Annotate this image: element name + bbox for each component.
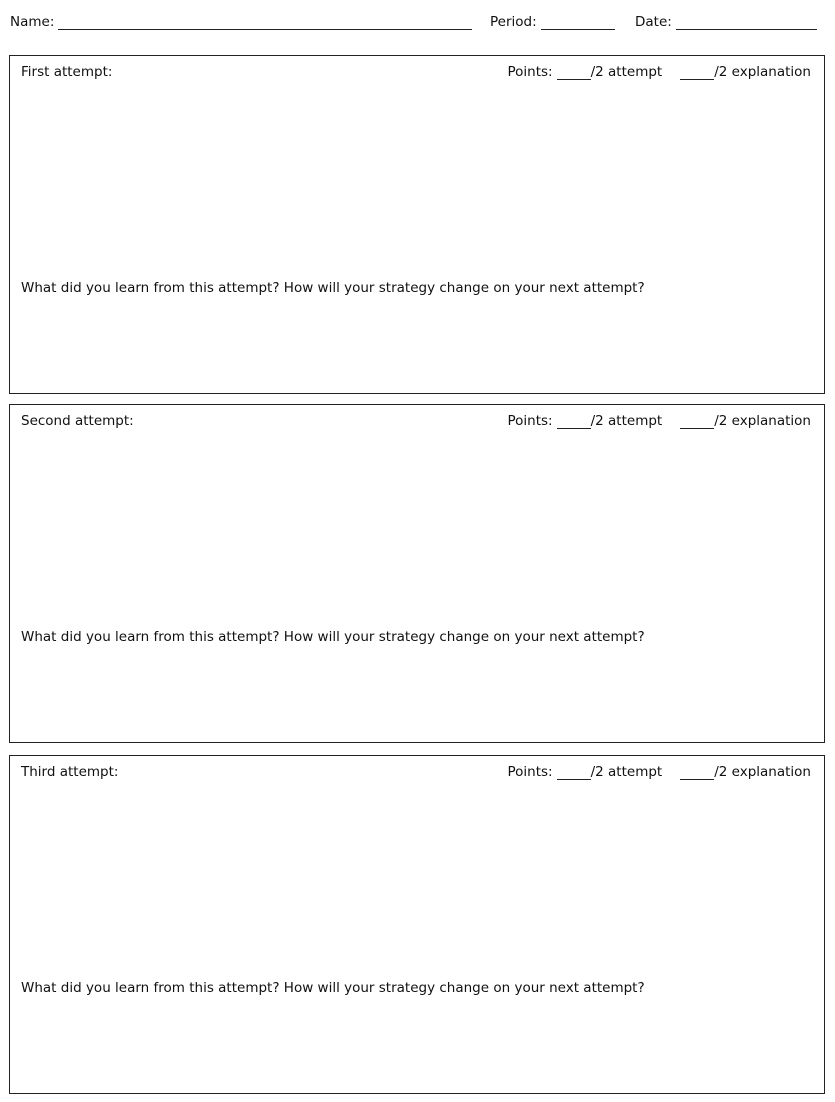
points-scoring: [508, 413, 812, 429]
explanation-points-blank[interactable]: [680, 414, 714, 429]
attempt-title: Third attempt:: [21, 764, 119, 780]
second-attempt-box[interactable]: [9, 404, 825, 743]
attempt-points-blank[interactable]: [557, 65, 591, 80]
worksheet-header: [10, 14, 821, 34]
reflection-question: What did you learn from this attempt? How will your strategy change on your next attempt?: [21, 629, 645, 645]
explanation-points-blank[interactable]: [680, 65, 714, 80]
attempt-points-blank[interactable]: [557, 765, 591, 780]
attempt-title: Second attempt:: [21, 413, 134, 429]
date-field: [635, 14, 817, 30]
points-label: Points:: [507, 64, 553, 80]
name-field: [10, 14, 472, 30]
first-attempt-box[interactable]: [9, 55, 825, 394]
period-field: [490, 14, 615, 30]
attempt-points-blank[interactable]: [557, 414, 591, 429]
name-blank[interactable]: [58, 14, 472, 30]
attempt-points-suffix: /2 attempt: [590, 764, 663, 780]
points-scoring: [508, 764, 812, 780]
date-label: Date:: [635, 14, 672, 30]
points-label: Points:: [507, 764, 553, 780]
attempt-points-suffix: /2 attempt: [590, 64, 663, 80]
explanation-points-suffix: /2 explanation: [714, 64, 811, 80]
reflection-question: What did you learn from this attempt? How will your strategy change on your next attempt?: [21, 280, 645, 296]
explanation-points-blank[interactable]: [680, 765, 714, 780]
explanation-points-suffix: /2 explanation: [714, 413, 811, 429]
attempt-points-suffix: /2 attempt: [590, 413, 663, 429]
explanation-points-suffix: /2 explanation: [714, 764, 811, 780]
reflection-question: What did you learn from this attempt? How will your strategy change on your next attempt?: [21, 980, 645, 996]
period-blank[interactable]: [541, 14, 615, 30]
points-label: Points:: [507, 413, 553, 429]
attempt-title: First attempt:: [21, 64, 113, 80]
name-label: Name:: [10, 14, 55, 30]
third-attempt-box[interactable]: [9, 755, 825, 1094]
date-blank[interactable]: [676, 14, 817, 30]
points-scoring: [508, 64, 812, 80]
period-label: Period:: [490, 14, 537, 30]
